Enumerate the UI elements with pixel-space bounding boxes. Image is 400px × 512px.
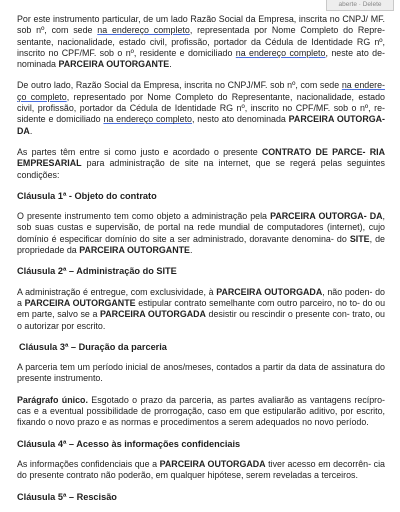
party-name-bold: PARCEIRA OUTORGANTE: [24, 297, 136, 308]
party-name-bold: PARCEIRA OUTORGANTE: [79, 245, 190, 256]
paragraph-label-bold: Parágrafo único.: [17, 394, 88, 405]
clause-4-body: [17, 459, 385, 482]
text: desistir ou rescindir o presente con- trato, ou o autorizar por escrito.: [17, 309, 385, 331]
text: Esgotado o prazo da parceria, as partes avaliarão as vantagens recípro- cas e a eventual possibilidade de prorrogação, caso em que estipularão aditivo, por escrito, fixando o novo prazo e as normas e procedimentos a serem adequados no novo período.: [17, 394, 386, 428]
text: .: [29, 125, 33, 136]
party-name-bold: PARCEIRA OUTORGA- DA: [17, 114, 385, 136]
party-name-bold: PARCEIRA OUTORGADA: [216, 286, 323, 297]
party-name-bold: PARCEIRA OUTORGADA: [99, 309, 206, 320]
text: tiver acesso em decorrên- cia do presente contrato não poderão, em qualquer hipótese, serem reveladas a terceiros.: [17, 458, 385, 481]
text: , representado por Nome Completo do Representante, nacionalidade, estado civil, profissão, portador da Cédula de Identidade RG nº, inscrito no CPF/MF. sob o nº, re- sidente e domiciliado: [17, 91, 385, 125]
clause-1-title: Cláusula 1ª - Objeto do contrato: [17, 190, 157, 201]
party-name-bold: PARCEIRA OUTORGANTE: [58, 59, 170, 70]
address-placeholder-link: na endere- ço completo: [17, 80, 385, 102]
text: Por este instrumento particular, de um lado Razão Social da Empresa, inscrita no CNPJ/ MF. sob nº, com sede: [17, 14, 385, 36]
site-term-bold: SITE: [349, 233, 370, 244]
clause-1-body: [17, 211, 385, 256]
text: , não poden- do a: [17, 286, 385, 308]
contract-body: [17, 14, 385, 512]
contract-title-bold: CONTRATO DE PARCE- RIA EMPRESARIAL: [17, 146, 385, 169]
paragraph-party-two: [17, 80, 385, 136]
clause-2-body: [17, 287, 385, 332]
text: , de propriedade da: [17, 233, 385, 256]
clause-3-title: Cláusula 3ª – Duração da parceria: [19, 341, 167, 352]
text: As informações confidenciais que a: [17, 458, 160, 469]
clause-4-title: Cláusula 4ª – Acesso às informações confidenciais: [17, 438, 241, 449]
text: , representada por Nome Completo do Repre- sentante, nacionalidade, estado civil, profissão, portador da Cédula de Identidade RG nº, inscrito no CPF/MF. sob o nº, residente e domiciliado: [17, 25, 386, 58]
text: As partes têm entre si como justo e acordado o presente: [17, 146, 262, 157]
corner-tab[interactable]: aberte · Delete: [326, 0, 394, 11]
clause-2-title: Cláusula 2ª – Administração do SITE: [17, 266, 177, 277]
address-placeholder-link: na endereço completo: [103, 114, 192, 125]
text: , sob suas custas e supervisão, de portal na rede mundial de computadores (internet), cujo domínio é especificar domínio do site a ser administrado, doravante denomina- do: [17, 211, 385, 244]
text: para administração de site na internet, que se regerá pelas seguintes condições:: [17, 158, 385, 180]
clause-3-paragraph-unico: [17, 395, 385, 429]
text: estipular contrato semelhante com outro parceiro, no to- do ou em parte, salvo se a: [17, 297, 386, 320]
party-name-bold: PARCEIRA OUTORGADA: [159, 458, 266, 469]
text: De outro lado, Razão Social da Empresa, inscrita no CNPJ/MF. sob nº, com sede: [17, 80, 342, 91]
address-placeholder-link: na endereço completo: [235, 47, 326, 58]
text: A administração é entregue, com exclusividade, à: [17, 286, 217, 297]
paragraph-party-one: [17, 14, 385, 70]
party-name-bold: PARCEIRA OUTORGA- DA: [270, 211, 383, 222]
text: .: [169, 59, 172, 70]
text: .: [189, 245, 193, 256]
clause-3-body: A parceria tem um período inicial de anos/meses, contados a partir da data de assinatura do presente instrumento.: [17, 362, 385, 384]
paragraph-agreement: [17, 147, 385, 181]
text: , nesto ato denominada: [191, 114, 289, 125]
clause-5-title: Cláusula 5ª – Rescisão: [17, 491, 117, 502]
text: , neste ato de- nominada: [17, 47, 385, 70]
address-placeholder-link: na endereço completo: [97, 25, 190, 36]
text: O presente instrumento tem como objeto a administração pela: [17, 211, 271, 222]
